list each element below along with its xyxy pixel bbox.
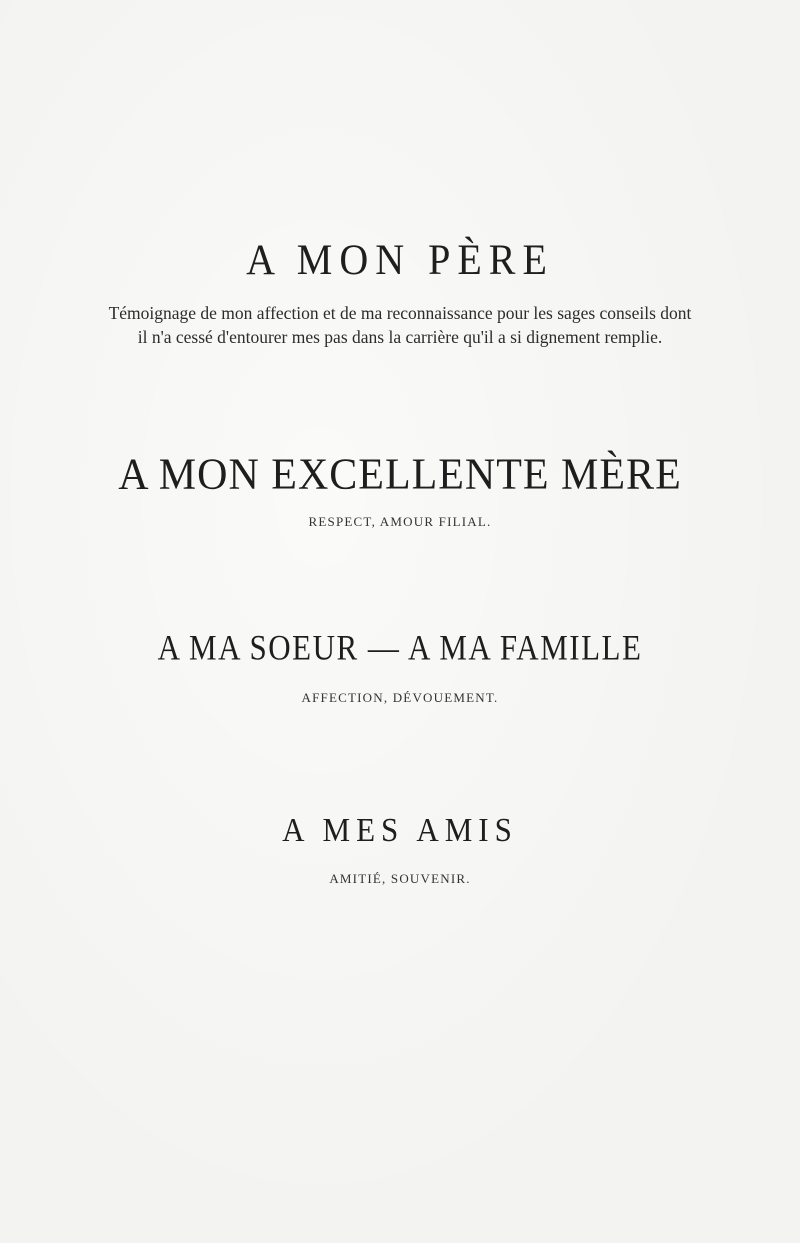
dedication-friends-subtitle: AMITIÉ, SOUVENIR. [329,871,471,886]
dedication-mother-heading: A MON EXCELLENTE MÈRE [118,450,682,500]
dedication-sister-subtitle-block [0,690,800,706]
dedication-mother-subtitle: RESPECT, AMOUR FILIAL. [308,514,492,529]
tribute-line-1: Témoignage de mon affection et de ma reconnaissance pour les sages conseils dont [108,303,692,323]
dedication-mother [0,450,800,500]
dedication-mother-subtitle-block [0,514,800,530]
dedication-sister-family [0,627,800,668]
dedication-friends-heading: A MES AMIS [282,810,518,849]
dedication-father [0,235,800,284]
dedication-sister-subtitle: AFFECTION, DÉVOUEMENT. [301,690,499,705]
dedication-friends [0,810,800,849]
dedication-friends-subtitle-block [0,871,800,887]
dedication-father-tribute [0,301,800,349]
dedication-father-text [0,301,800,349]
tribute-line-2: il n'a cessé d'entourer mes pas dans la carrière qu'il a si dignement remplie. [137,327,663,347]
dedication-sister-heading: A MA SOEUR — A MA FAMILLE [157,627,643,668]
dedication-father-heading: A MON PÈRE [246,235,554,284]
